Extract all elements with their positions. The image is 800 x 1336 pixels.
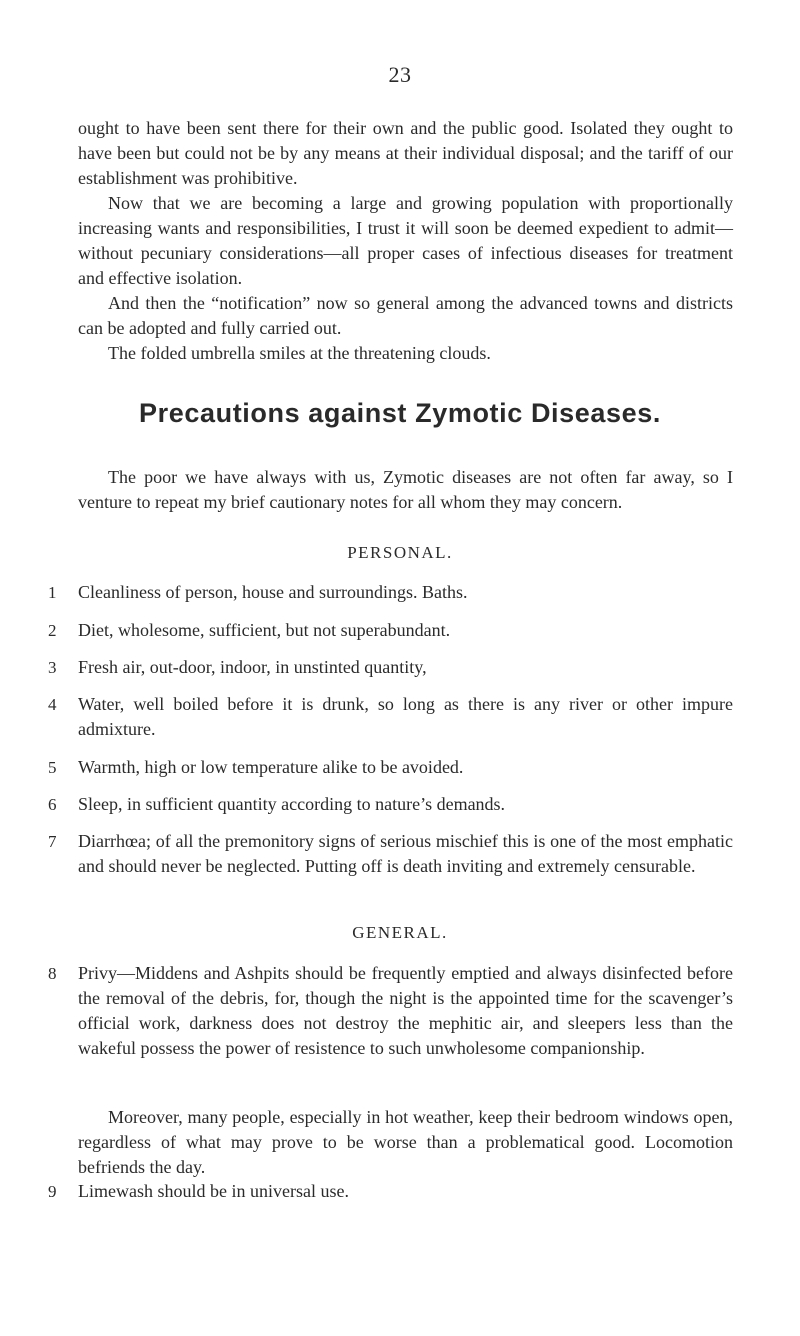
paragraph-notification: And then the “notification” now so general among the advanced towns and districts can be adopted and fully carried out.: [78, 293, 733, 338]
paragraph-umbrella: The folded umbrella smiles at the threatening clouds.: [108, 343, 491, 363]
item-text: Diarrhœa; of all the premonitory signs of serious mischief this is one of the most emphatic and should never be neglected. Putting off is death inviting and extremely censurable.: [78, 831, 733, 876]
item-number: 7: [48, 832, 57, 851]
item-text: Privy—Middens and Ashpits should be frequently emptied and always disinfected before the removal of the debris, for, though the night is the appointed time for the scavenger’s official work, darkness does not destroy the mephitic air, and sleepers less than the wakeful possess the power of resistence to such unwholesome companionship.: [78, 963, 733, 1058]
item-number: 4: [48, 695, 57, 714]
paragraph-population: Now that we are becoming a large and growing population with proportionally increasing wants and responsibilities, I trust it will soon be deemed expedient to admit—without pecuniary considerations—all proper cases of infectious diseases for treatment and effective isolation.: [78, 193, 733, 288]
item-text: Sleep, in sufficient quantity according to nature’s demands.: [78, 794, 506, 814]
item-text: Fresh air, out-door, indoor, in unstinted quantity,: [78, 657, 427, 677]
item-text: Diet, wholesome, sufficient, but not superabundant.: [78, 620, 451, 640]
personal-section-title: PERSONAL.: [347, 543, 453, 562]
item-text: Limewash should be in universal use.: [78, 1181, 349, 1201]
item-number: 8: [48, 964, 57, 983]
item-text: Cleanliness of person, house and surroundings. Baths.: [78, 582, 468, 602]
item-number: 6: [48, 795, 57, 814]
item-number: 1: [48, 583, 57, 602]
item-text: Water, well boiled before it is drunk, so long as there is any river or other impure admixture.: [78, 694, 733, 739]
item-number: 9: [48, 1182, 57, 1201]
item-continuation-text: Moreover, many people, especially in hot weather, keep their bedroom windows open, regardless of what may prove to be worse than a problematical good. Locomotion befriends the day.: [78, 1107, 733, 1177]
paragraph-isolation: ought to have been sent there for their own and the public good. Isolated they ought to have been but could not be by any means at their individual disposal; and the tariff of our establishment was prohibitive.: [78, 118, 733, 188]
general-section-title: GENERAL.: [352, 923, 448, 942]
item-number: 2: [48, 621, 57, 640]
paragraph-intro: The poor we have always with us, Zymotic diseases are not often far away, so I venture to repeat my brief cautionary notes for all whom they may concern.: [78, 467, 733, 512]
page-number: 23: [388, 62, 412, 87]
item-number: 5: [48, 758, 57, 777]
section-heading: Precautions against Zymotic Diseases.: [139, 398, 661, 428]
item-text: Warmth, high or low temperature alike to be avoided.: [78, 757, 464, 777]
item-number: 3: [48, 658, 57, 677]
